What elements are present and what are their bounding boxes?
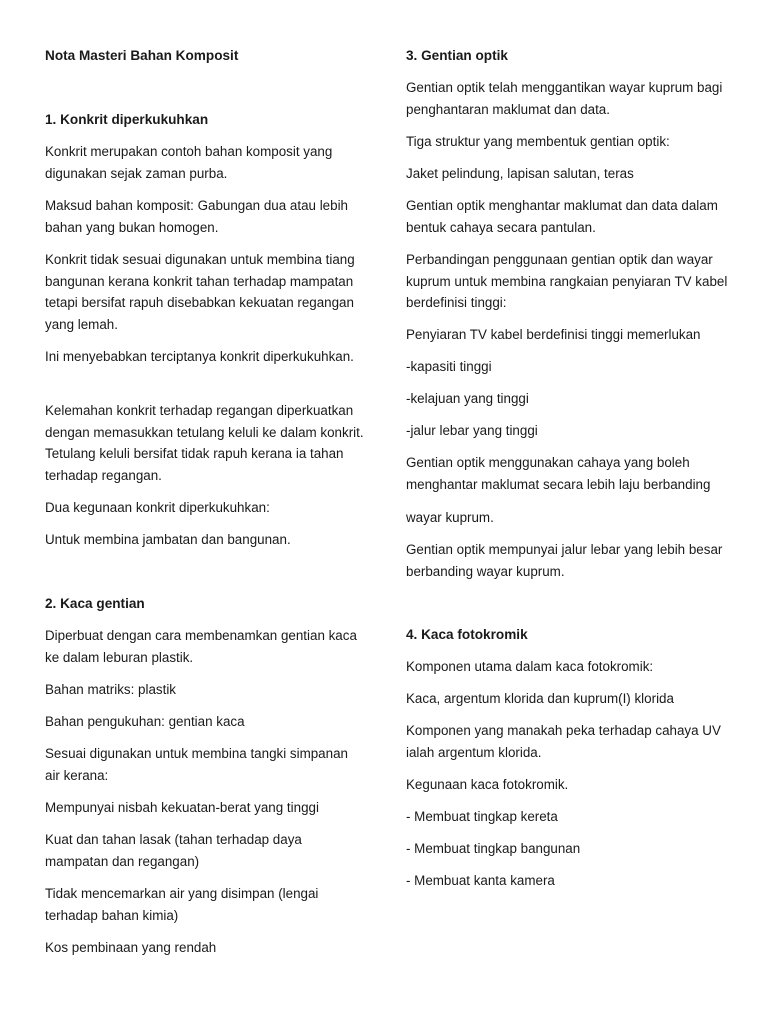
list-item: -kapasiti tinggi [406,359,492,374]
list-item: - Membuat kanta kamera [406,873,555,888]
paragraph: Penyiaran TV kabel berdefinisi tinggi memerlukan [406,327,701,342]
list-item: -kelajuan yang tinggi [406,391,529,406]
paragraph: Untuk membina jambatan dan bangunan. [45,532,291,547]
paragraph: Bahan pengukuhan: gentian kaca [45,714,245,729]
section-heading-kaca-fotokromik: 4. Kaca fotokromik [406,627,528,642]
document-title: Nota Masteri Bahan Komposit [45,48,239,63]
paragraph: Jaket pelindung, lapisan salutan, teras [406,166,634,181]
paragraph: Konkrit tidak sesuai digunakan untuk membina tiang bangunan kerana konkrit tahan terhadap mampatan tetapi bersifat rapuh disebabkan kekuatan regangan yang lemah. [45,252,355,332]
section-heading-gentian-optik: 3. Gentian optik [406,48,508,63]
paragraph: Diperbuat dengan cara membenamkan gentian kaca ke dalam leburan plastik. [45,628,357,665]
paragraph: Gentian optik mempunyai jalur lebar yang lebih besar berbanding wayar kuprum. [406,542,723,579]
paragraph: Perbandingan penggunaan gentian optik dan wayar kuprum untuk membina rangkaian penyiaran TV kabel berdefinisi tinggi: [406,252,728,311]
paragraph: Mempunyai nisbah kekuatan-berat yang tinggi [45,800,319,815]
section-heading-konkrit: 1. Konkrit diperkukuhkan [45,112,209,127]
paragraph: Komponen utama dalam kaca fotokromik: [406,659,654,674]
list-item: -jalur lebar yang tinggi [406,423,538,438]
paragraph: Dua kegunaan konkrit diperkukuhkan: [45,500,270,515]
paragraph: Gentian optik telah menggantikan wayar kuprum bagi penghantaran maklumat dan data. [406,80,723,117]
list-item: - Membuat tingkap kereta [406,809,558,824]
paragraph: wayar kuprum. [406,510,494,525]
paragraph: Kelemahan konkrit terhadap regangan diperkuatkan dengan memasukkan tetulang keluli ke dalam konkrit. Tetulang keluli bersifat tidak rapuh kerana ia tahan terhadap regangan. [45,403,364,483]
paragraph: Gentian optik menggunakan cahaya yang boleh menghantar maklumat secara lebih laju berbanding [406,455,711,492]
paragraph: Sesuai digunakan untuk membina tangki simpanan air kerana: [45,746,348,783]
section-heading-kaca-gentian: 2. Kaca gentian [45,596,145,611]
paragraph: Maksud bahan komposit: Gabungan dua atau lebih bahan yang bukan homogen. [45,198,348,235]
paragraph: Kuat dan tahan lasak (tahan terhadap daya mampatan dan regangan) [45,832,302,869]
paragraph: Komponen yang manakah peka terhadap cahaya UV ialah argentum klorida. [406,723,721,760]
paragraph: Bahan matriks: plastik [45,682,176,697]
paragraph: Kegunaan kaca fotokromik. [406,777,569,792]
paragraph: Kos pembinaan yang rendah [45,940,217,955]
list-item: - Membuat tingkap bangunan [406,841,581,856]
paragraph: Tidak mencemarkan air yang disimpan (lengai terhadap bahan kimia) [45,886,319,923]
paragraph: Tiga struktur yang membentuk gentian optik: [406,134,670,149]
paragraph: Kaca, argentum klorida dan kuprum(I) klorida [406,691,674,706]
paragraph: Ini menyebabkan terciptanya konkrit diperkukuhkan. [45,349,354,364]
paragraph: Gentian optik menghantar maklumat dan data dalam bentuk cahaya secara pantulan. [406,198,718,235]
paragraph: Konkrit merupakan contoh bahan komposit yang digunakan sejak zaman purba. [45,144,333,181]
